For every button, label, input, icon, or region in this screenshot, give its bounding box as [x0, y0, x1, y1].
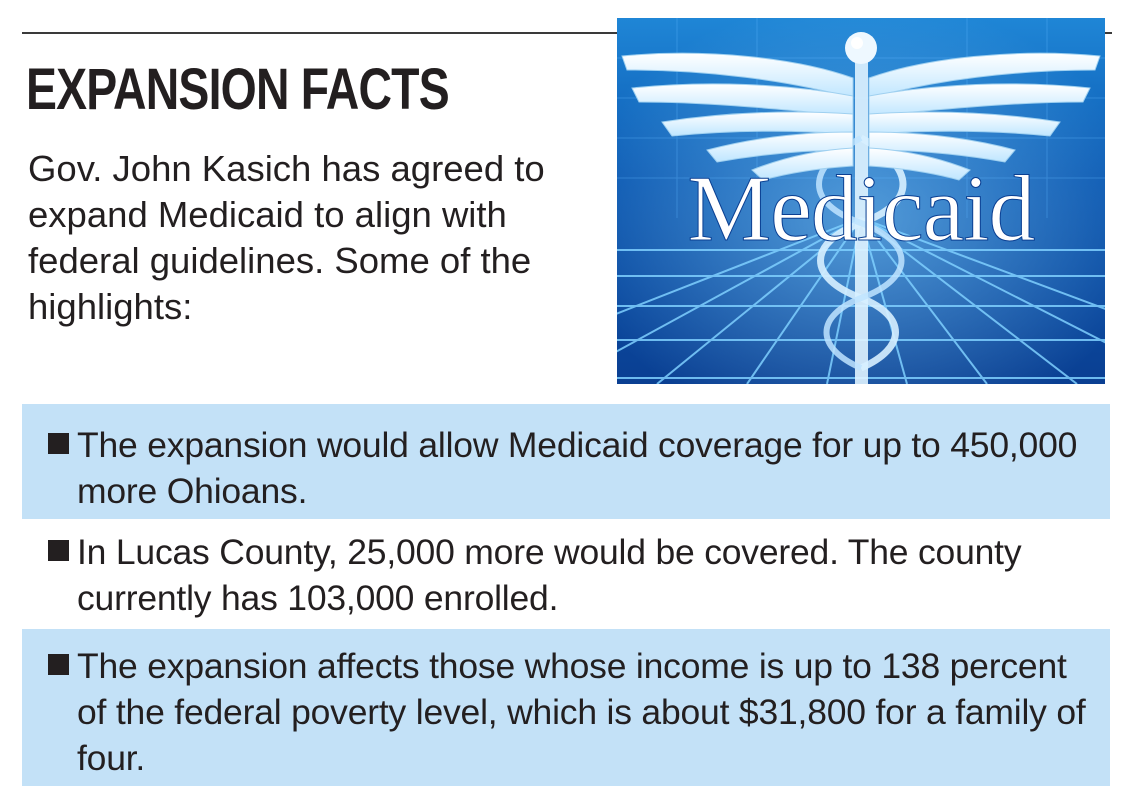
square-bullet-icon — [48, 433, 69, 454]
fact-text: In Lucas County, 25,000 more would be covered. The county currently has 103,000 enrolled. — [77, 532, 1022, 618]
fact-item — [22, 404, 1110, 519]
fact-item — [22, 519, 1110, 627]
intro-paragraph: Gov. John Kasich has agreed to expand Medicaid to align with federal guidelines. Some of the highlights: — [28, 148, 545, 327]
fact-text: The expansion would allow Medicaid coverage for up to 450,000 more Ohioans. — [77, 425, 1078, 511]
fact-item — [22, 629, 1110, 786]
fact-text: The expansion affects those whose income is up to 138 percent of the federal poverty level, which is about $31,800 for a family of four. — [77, 646, 1086, 778]
medicaid-illustration — [617, 18, 1105, 384]
headline: EXPANSION FACTS — [26, 57, 449, 122]
square-bullet-icon — [48, 654, 69, 675]
square-bullet-icon — [48, 540, 69, 561]
caduceus-icon — [617, 18, 1105, 384]
medicaid-wordmark: Medicaid — [687, 157, 1035, 261]
